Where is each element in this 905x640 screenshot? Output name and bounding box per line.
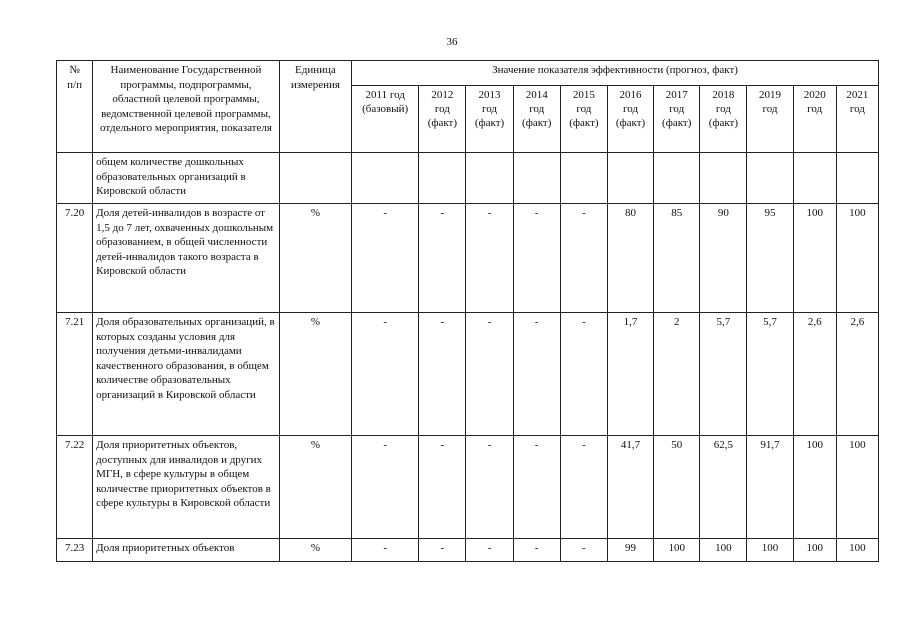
row-value: - xyxy=(560,313,607,436)
header-year: 2013 год (факт) xyxy=(466,86,513,153)
row-number: 7.21 xyxy=(57,313,93,436)
row-value xyxy=(700,153,747,204)
row-indicator-name: Доля образовательных организаций, в которых созданы условия для получения детьми-инвалидами качественного образования, в общем количестве образовательных организаций в Кировской области xyxy=(93,313,280,436)
table-row xyxy=(57,153,879,204)
row-value xyxy=(836,153,878,204)
row-value: 100 xyxy=(836,436,878,539)
row-value xyxy=(747,153,793,204)
header-year: 2014 год (факт) xyxy=(513,86,560,153)
row-value: 100 xyxy=(654,539,700,562)
header-values: Значение показателя эффективности (прогноз, факт) xyxy=(352,61,879,86)
row-value: 99 xyxy=(607,539,653,562)
table-header xyxy=(57,61,879,153)
row-value: 2,6 xyxy=(793,313,836,436)
table-row xyxy=(57,539,879,562)
row-value: 62,5 xyxy=(700,436,747,539)
table-row xyxy=(57,436,879,539)
row-value: - xyxy=(513,539,560,562)
row-value: 5,7 xyxy=(747,313,793,436)
header-year: 2018 год (факт) xyxy=(700,86,747,153)
row-value: 50 xyxy=(654,436,700,539)
row-unit: % xyxy=(279,204,351,313)
table-row xyxy=(57,204,879,313)
row-number: 7.22 xyxy=(57,436,93,539)
header-year: 2011 год (базовый) xyxy=(352,86,419,153)
row-value: 100 xyxy=(700,539,747,562)
row-value: - xyxy=(419,204,466,313)
header-year: 2016 год (факт) xyxy=(607,86,653,153)
row-value: 80 xyxy=(607,204,653,313)
row-number: 7.20 xyxy=(57,204,93,313)
header-year: 2012 год (факт) xyxy=(419,86,466,153)
header-year: 2021 год xyxy=(836,86,878,153)
row-value xyxy=(466,153,513,204)
row-value: 90 xyxy=(700,204,747,313)
row-value: - xyxy=(466,436,513,539)
row-number xyxy=(57,153,93,204)
row-unit: % xyxy=(279,313,351,436)
row-value: - xyxy=(560,204,607,313)
row-value xyxy=(654,153,700,204)
row-value: - xyxy=(419,436,466,539)
row-value: 100 xyxy=(836,204,878,313)
row-value: - xyxy=(513,436,560,539)
header-year: 2020 год xyxy=(793,86,836,153)
table-body xyxy=(57,153,879,562)
row-value: 91,7 xyxy=(747,436,793,539)
row-value: 5,7 xyxy=(700,313,747,436)
row-value: - xyxy=(560,436,607,539)
row-value: 100 xyxy=(747,539,793,562)
row-value xyxy=(793,153,836,204)
row-value: - xyxy=(419,539,466,562)
row-value: - xyxy=(419,313,466,436)
header-name: Наименование Государственной программы, подпрограммы, областной целевой программы, ведомственной целевой программы, отдельного мероприятия, показателя xyxy=(93,61,280,153)
row-unit xyxy=(279,153,351,204)
table-row xyxy=(57,313,879,436)
row-value: 95 xyxy=(747,204,793,313)
row-value: 100 xyxy=(836,539,878,562)
row-number: 7.23 xyxy=(57,539,93,562)
row-value: - xyxy=(352,204,419,313)
row-unit: % xyxy=(279,436,351,539)
row-value: - xyxy=(352,436,419,539)
row-value xyxy=(607,153,653,204)
row-value xyxy=(352,153,419,204)
row-value: - xyxy=(560,539,607,562)
header-year: 2015 год (факт) xyxy=(560,86,607,153)
row-value: - xyxy=(466,204,513,313)
row-value: 85 xyxy=(654,204,700,313)
row-value: - xyxy=(513,204,560,313)
row-value: - xyxy=(352,539,419,562)
row-value xyxy=(560,153,607,204)
row-value: - xyxy=(352,313,419,436)
row-indicator-name: Доля приоритетных объектов, доступных для инвалидов и других МГН, в сфере культуры в общем количестве приоритетных объектов в сфере культуры в Кировской области xyxy=(93,436,280,539)
indicators-table xyxy=(56,60,879,562)
row-value: 100 xyxy=(793,539,836,562)
header-year: 2017 год (факт) xyxy=(654,86,700,153)
row-indicator-name: Доля детей-инвалидов в возрасте от 1,5 до 7 лет, охваченных дошкольным образованием, в общей численности детей-инвалидов такого возраста в Кировской области xyxy=(93,204,280,313)
row-value: 2,6 xyxy=(836,313,878,436)
page-number: 36 xyxy=(446,36,458,48)
row-value: - xyxy=(513,313,560,436)
header-unit: Единица измерения xyxy=(279,61,351,153)
row-value: 41,7 xyxy=(607,436,653,539)
header-year: 2019 год xyxy=(747,86,793,153)
row-value: 100 xyxy=(793,436,836,539)
row-indicator-name: общем количестве дошкольных образовательных организаций в Кировской области xyxy=(93,153,280,204)
row-value: 1,7 xyxy=(607,313,653,436)
row-value: 100 xyxy=(793,204,836,313)
row-value: 2 xyxy=(654,313,700,436)
row-value: - xyxy=(466,539,513,562)
row-unit: % xyxy=(279,539,351,562)
row-value xyxy=(419,153,466,204)
row-value xyxy=(513,153,560,204)
header-num: № п/п xyxy=(57,61,93,153)
row-indicator-name: Доля приоритетных объектов xyxy=(93,539,280,562)
row-value: - xyxy=(466,313,513,436)
